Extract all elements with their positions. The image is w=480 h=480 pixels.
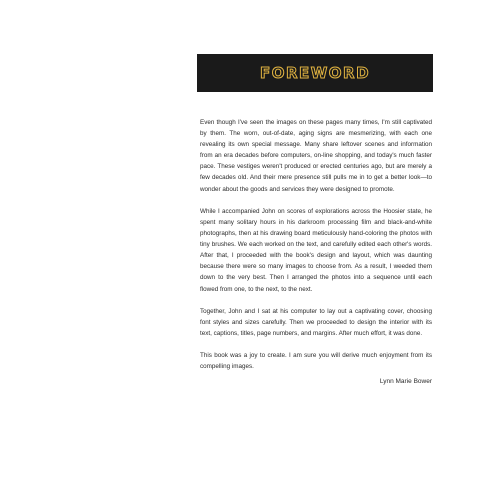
paragraph: Together, John and I sat at his computer to lay out a captivating cover, choosing font styles and sizes carefully. Then we proceeded to design the interior with its text, captions, titles, page numbers, and margins. After much effort, it was done. (200, 307, 432, 337)
foreword-banner (197, 54, 433, 92)
paragraph: Even though I've seen the images on these pages many times, I'm still captivated by them. The worn, out-of-date, aging signs are mesmerizing, with each one revealing its own special message. Many share leftover scenes and information from an era decades before computers, on-line shopping, and today's much faster pace. These vestiges weren't produced or erected centuries ago, but are merely a few decades old. And their mere presence still pulls me in to get a better look—to wonder about the goods and services they were designed to promote. (200, 119, 432, 193)
foreword-body (200, 117, 432, 384)
page-title: FOREWORD (259, 64, 371, 82)
paragraph: While I accompanied John on scores of explorations across the Hoosier state, he spent many solitary hours in his darkroom processing film and black-and-white photographs, then at his drawing board meticulously hand-coloring the photos with tiny brushes. We each worked on the text, and carefully edited each other's words. After that, I proceeded with the book's design and layout, which was daunting because there were so many images to choose from. As a result, I weeded them down to the very best. Then I arranged the photos into a sequence until each flowed from one, to the next, to the next. (200, 207, 432, 293)
paragraph: This book was a joy to create. I am sure you will derive much enjoyment from its compelling images. (200, 352, 432, 371)
author-signature: Lynn Marie Bower (379, 378, 432, 385)
